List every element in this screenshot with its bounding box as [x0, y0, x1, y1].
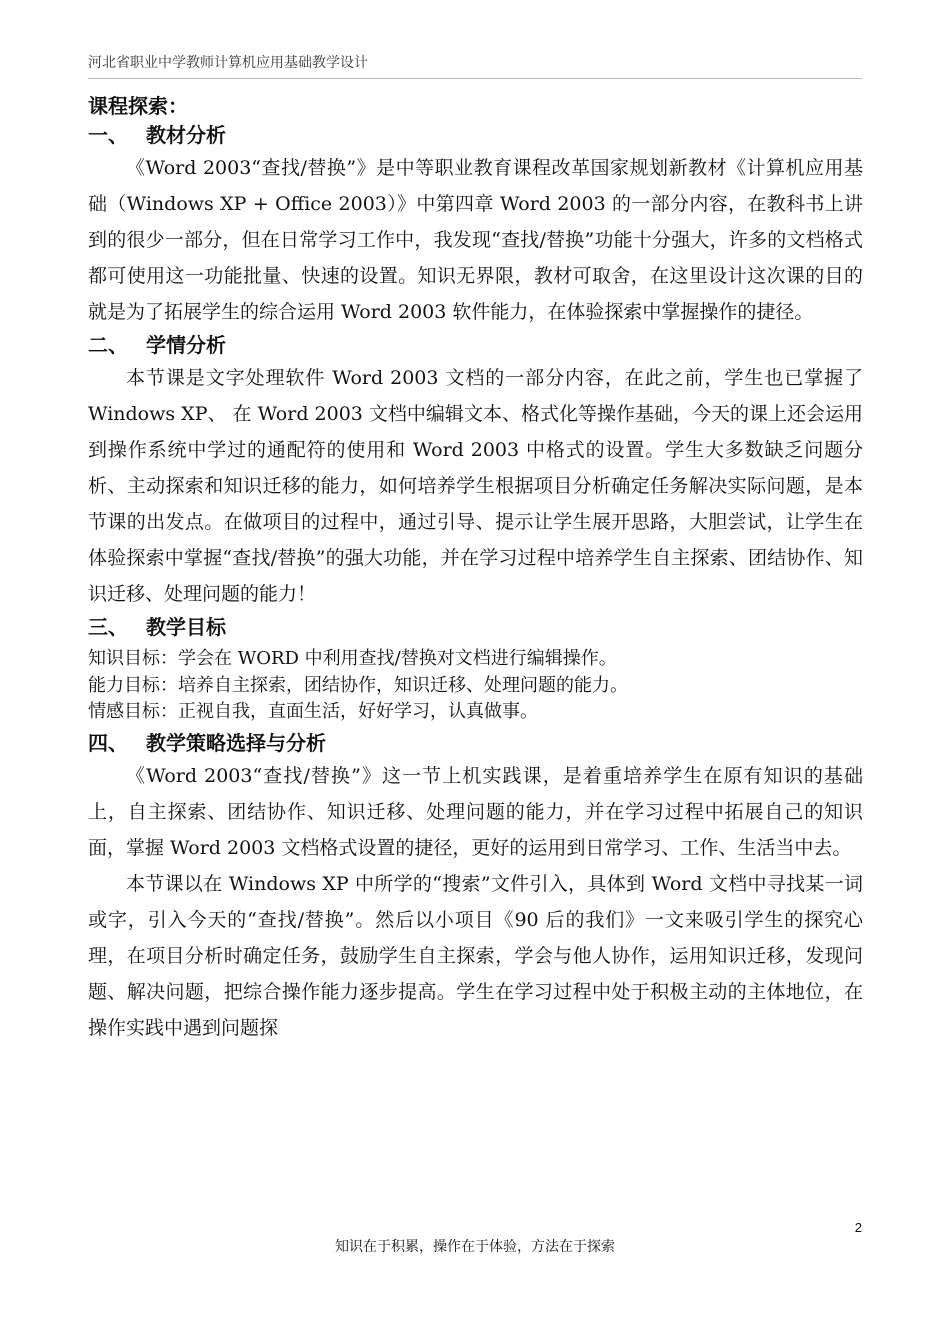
section-number: 三、	[88, 615, 128, 639]
section-heading-3	[88, 612, 863, 642]
section-title: 教学策略选择与分析	[146, 730, 326, 755]
section-number: 一、	[88, 123, 128, 147]
section-title: 教材分析	[146, 123, 226, 147]
section-heading-2	[88, 330, 863, 360]
goal-ability: 能力目标：培养自主探索，团结协作，知识迁移、处理问题的能力。	[88, 674, 628, 696]
section-heading-4	[88, 728, 863, 758]
paragraph: 本节课是文字处理软件 Word 2003 文档的一部分内容，在此之前，学生也已掌握了 Windows XP、 在 Word 2003 文档中编辑文本、格式化等操作基础，今天的课上还会运用到操作系统中学过的通配符的使用和 Word 2003 中格式的设置。学生大多数缺乏问题分析、主动探索和知识迁移的能力，如何培养学生根据项目分析确定任务解决实际问题，是本节课的出发点。在做项目的过程中，通过引导、提示让学生展开思路，大胆尝试，让学生在体验探索中掌握“查找/替换”的强大功能，并在学习过程中培养学生自主探索、团结协作、知识迁移、处理问题的能力！	[88, 367, 863, 605]
goal-knowledge: 知识目标：学会在 WORD 中利用查找/替换对文档进行编辑操作。	[88, 648, 617, 669]
paragraph: 《Word 2003“查找/替换”》这一节上机实践课，是着重培养学生在原有知识的基础上，自主探索、团结协作、知识迁移、处理问题的能力，并在学习过程中拓展自己的知识面，掌握 Word 2003 文档格式设置的捷径，更好的运用到日常学习、工作、生活当中去。	[88, 764, 863, 859]
page-footer: 知识在于积累，操作在于体验，方法在于探索	[335, 1239, 615, 1255]
page-number: 2	[854, 1220, 862, 1235]
page-title: 课程探索：	[88, 94, 188, 118]
goals-list	[88, 646, 863, 726]
paragraph: 本节课以在 Windows XP 中所学的“搜索”文件引入，具体到 Word 文档中寻找某一词或字，引入今天的“查找/替换”。然后以小项目《90 后的我们》一文来吸引学生的探究心理，在项目分析时确定任务，鼓励学生自主探索，学会与他人协作，运用知识迁移，发现问题、解决问题，把综合操作能力逐步提高。学生在学习过程中处于积极主动的主体地位，在操作实践中遇到问题探	[88, 872, 863, 1039]
section-title: 教学目标	[146, 615, 226, 639]
section-heading-1	[88, 120, 863, 150]
section-title: 学情分析	[146, 333, 226, 357]
section-number: 二、	[88, 333, 128, 357]
goal-emotion: 情感目标：正视自我，直面生活，好好学习，认真做事。	[88, 701, 538, 722]
header-divider	[88, 78, 862, 79]
page-header: 河北省职业中学教师计算机应用基础教学设计	[88, 55, 368, 71]
document-body	[88, 92, 863, 1046]
paragraph: 《Word 2003“查找/替换”》是中等职业教育课程改革国家规划新教材《计算机应用基础（Windows XP + Office 2003）》中第四章 Word 2003 的一部分内容，在教科书上讲到的很少一部分，但在日常学习工作中，我发现“查找/替换”功能十分强大，许多的文档格式都可使用这一功能批量、快速的设置。知识无界限，教材可取舍，在这里设计这次课的目的就是为了拓展学生的综合运用 Word 2003 软件能力，在体验探索中掌握操作的捷径。	[88, 157, 863, 323]
section-number: 四、	[88, 730, 128, 755]
